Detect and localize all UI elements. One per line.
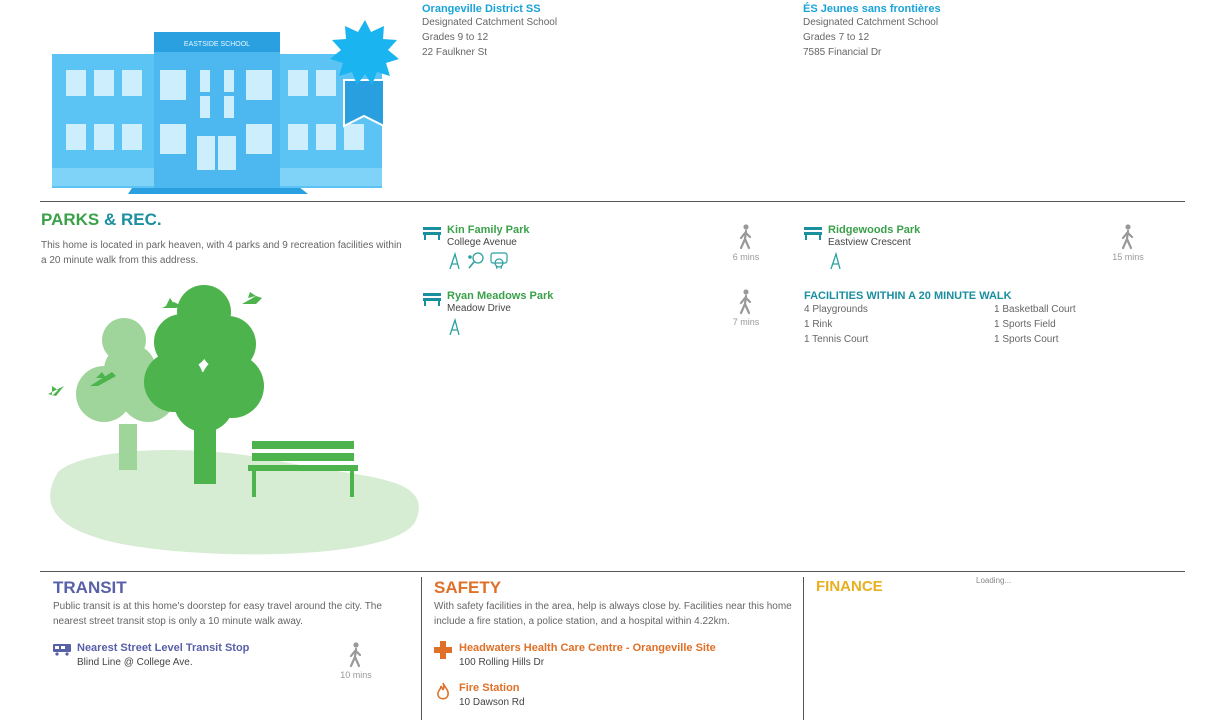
park-name[interactable]: Ridgewoods Park [828, 224, 921, 236]
walking-person-icon [1120, 224, 1136, 250]
safety-title: SAFETY [434, 578, 502, 597]
school-item [422, 3, 557, 60]
safety-item-address: 10 Dawson Rd [459, 697, 525, 708]
park-street: Meadow Drive [447, 303, 511, 314]
facility-item: 1 Tennis Court [804, 334, 869, 345]
park-street: Eastview Crescent [828, 237, 911, 248]
bench-icon [804, 226, 822, 240]
bus-icon [53, 644, 73, 656]
walking-person-icon [348, 642, 364, 668]
column-divider [803, 577, 804, 720]
playground-icon [447, 252, 463, 270]
safety-item-address: 100 Rolling Hills Dr [459, 657, 545, 668]
playground-icon [447, 318, 463, 336]
loading-indicator: Loading... [976, 576, 1012, 585]
facilities-title: FACILITIES WITHIN A 20 MINUTE WALK [804, 290, 1012, 302]
playground-icon [828, 252, 844, 270]
section-divider [40, 571, 1185, 572]
school-name[interactable]: Orangeville District SS [422, 3, 541, 15]
facility-item: 1 Rink [804, 319, 833, 330]
walking-person-icon [738, 224, 754, 250]
facilities-list-left [804, 302, 868, 347]
bench-icon [423, 292, 441, 306]
transit-title: TRANSIT [53, 578, 127, 597]
facility-item: 1 Basketball Court [994, 304, 1076, 315]
walk-time [1106, 224, 1150, 262]
column-divider [421, 577, 422, 720]
walk-time [728, 224, 764, 262]
walking-person-icon [738, 289, 754, 315]
parks-title-b: & REC. [103, 210, 162, 229]
facility-item: 1 Sports Court [994, 334, 1059, 345]
parks-description: This home is located in park heaven, with 4 parks and 9 recreation facilities within a 20 minute walk from this address. [41, 240, 402, 266]
walk-time [728, 289, 764, 327]
section-divider [40, 201, 1185, 202]
walk-minutes: 6 mins [732, 252, 760, 262]
walk-minutes: 7 mins [732, 317, 760, 327]
school-grades: Grades 7 to 12 [803, 32, 870, 43]
safety-description: With safety facilities in the area, help is always close by. Facilities near this home include a fire station, a police station, and a hospital within 4.22km. [434, 601, 792, 627]
hospital-cross-icon [434, 641, 452, 659]
parks-title [41, 210, 162, 230]
safety-item-name[interactable]: Headwaters Health Care Centre - Orangeville Site [459, 642, 716, 654]
facility-item: 1 Sports Field [994, 319, 1056, 330]
parks-title-a: PARKS [41, 210, 100, 229]
school-type: Designated Catchment School [803, 17, 939, 28]
bench-icon [423, 226, 441, 240]
walk-minutes: 10 mins [340, 670, 372, 680]
school-illustration [50, 18, 410, 196]
tennis-icon [467, 252, 485, 270]
safety-item-name[interactable]: Fire Station [459, 682, 520, 694]
basketball-icon [490, 252, 508, 270]
facilities-list-right [994, 302, 1076, 347]
school-name[interactable]: ÉS Jeunes sans frontières [803, 3, 941, 15]
park-name[interactable]: Kin Family Park [447, 224, 530, 236]
transit-stop-name: Blind Line @ College Ave. [77, 657, 193, 668]
park-name[interactable]: Ryan Meadows Park [447, 290, 554, 302]
school-address: 7585 Financial Dr [803, 47, 882, 58]
school-grades: Grades 9 to 12 [422, 32, 489, 43]
park-illustration [44, 282, 424, 564]
school-type: Designated Catchment School [422, 17, 558, 28]
school-item [803, 3, 941, 60]
walk-minutes: 15 mins [1112, 252, 1144, 262]
fire-icon [436, 682, 450, 702]
facility-item: 4 Playgrounds [804, 304, 868, 315]
walk-time [334, 642, 378, 680]
finance-title: FINANCE [816, 578, 883, 595]
school-address: 22 Faulkner St [422, 47, 488, 58]
park-street: College Avenue [447, 237, 517, 248]
transit-stop-title[interactable]: Nearest Street Level Transit Stop [77, 642, 250, 654]
school-sign: EASTSIDE SCHOOL [183, 41, 251, 48]
transit-description: Public transit is at this home's doorstep for easy travel around the city. The nearest street transit stop is only a 10 minute walk away. [53, 601, 382, 627]
